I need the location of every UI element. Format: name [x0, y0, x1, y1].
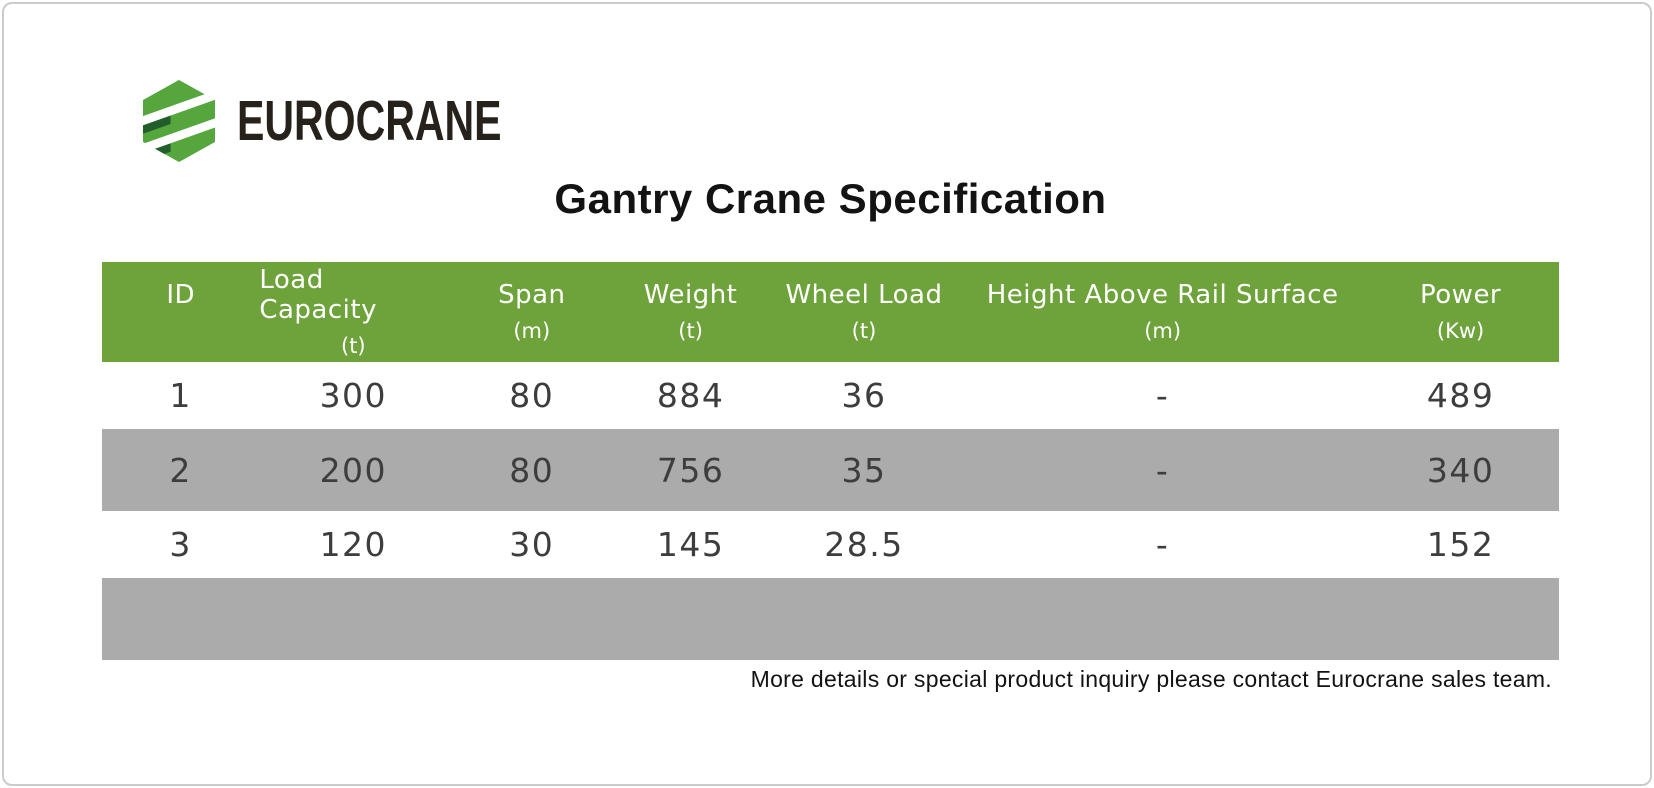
spec-sheet-card	[2, 2, 1652, 786]
column-label: Wheel Load	[785, 280, 943, 310]
hexagon-logo-icon	[137, 79, 221, 163]
cell: 80	[509, 376, 555, 415]
column-label: ID	[166, 280, 196, 310]
cell: 120	[319, 525, 388, 564]
cell: 1	[169, 376, 192, 415]
column-label: Height Above Rail Surface	[986, 280, 1339, 310]
page-title: Gantry Crane Specification	[554, 175, 1107, 222]
column-unit: (t)	[678, 319, 703, 343]
column-unit: (Kw)	[1436, 319, 1485, 343]
cell: 145	[656, 525, 725, 564]
table-row	[102, 511, 1559, 578]
cell: -	[1155, 525, 1170, 564]
column-label: Load Capacity	[259, 265, 377, 325]
cell: 30	[509, 525, 555, 564]
table-row	[102, 578, 1559, 660]
table-header-row	[102, 262, 1559, 362]
column-label: Weight	[643, 280, 738, 310]
spec-table	[102, 262, 1559, 660]
column-header-power	[1362, 262, 1559, 362]
cell: 2	[169, 450, 192, 490]
column-header-span	[447, 262, 616, 362]
brand-text: EUROCRANE	[237, 88, 502, 153]
column-header-weight	[616, 262, 765, 362]
cell: 80	[509, 450, 555, 490]
table-row	[102, 429, 1559, 511]
cell: 756	[656, 450, 725, 490]
cell: 340	[1426, 450, 1495, 490]
cell: 884	[656, 376, 725, 415]
column-unit: (m)	[513, 319, 551, 343]
column-header-height-above-rail-surface	[963, 262, 1362, 362]
cell: -	[1155, 376, 1170, 415]
cell: -	[1155, 450, 1170, 490]
cell: 489	[1426, 376, 1495, 415]
table-row	[102, 362, 1559, 429]
column-header-wheel-load	[765, 262, 963, 362]
column-unit: (t)	[341, 334, 366, 358]
table-body	[102, 362, 1559, 660]
cell: 200	[319, 450, 388, 490]
cell: 3	[169, 525, 192, 564]
column-unit: (t)	[851, 319, 877, 343]
column-header-id	[102, 262, 259, 362]
cell: 28.5	[824, 525, 904, 564]
column-unit: (m)	[1144, 319, 1182, 343]
cell: 152	[1426, 525, 1495, 564]
footer-note: More details or special product inquiry please contact Eurocrane sales team.	[750, 666, 1552, 692]
cell: 300	[319, 376, 388, 415]
column-label: Power	[1420, 280, 1502, 310]
column-header-load-capacity	[259, 262, 447, 362]
cell: 35	[841, 450, 887, 490]
cell: 36	[841, 376, 887, 415]
logo	[137, 78, 604, 164]
column-label: Span	[498, 280, 566, 310]
